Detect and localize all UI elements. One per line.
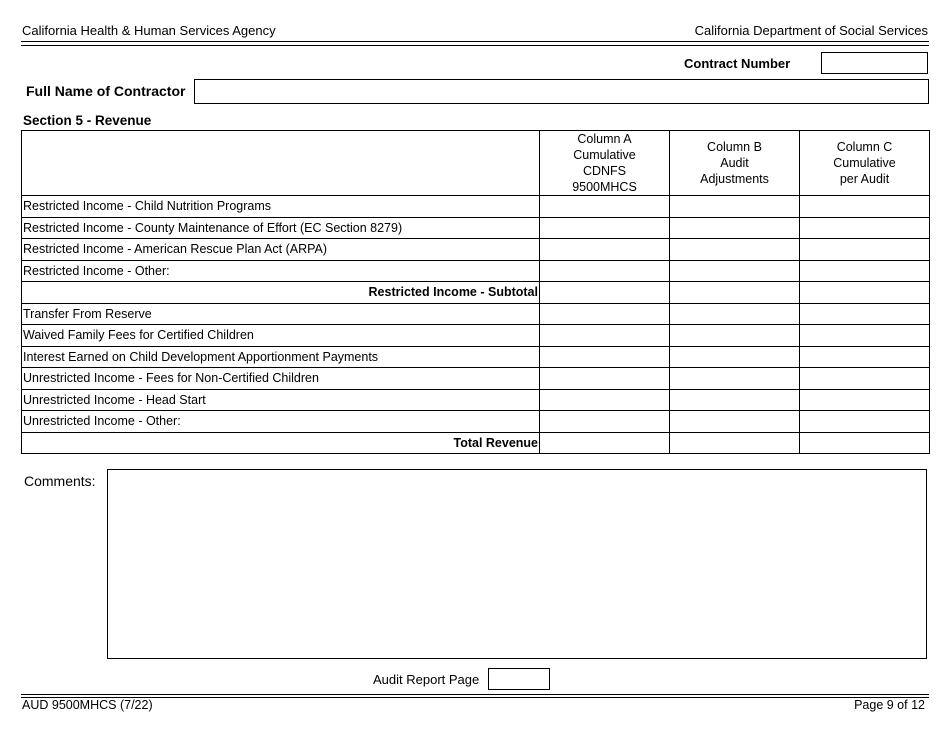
contractor-name-label: Full Name of Contractor bbox=[26, 83, 186, 99]
amount-cell-column-c[interactable] bbox=[800, 411, 930, 433]
amount-cell-column-b[interactable] bbox=[670, 325, 800, 347]
column-b-header bbox=[670, 131, 800, 196]
amount-cell-column-a[interactable] bbox=[540, 389, 670, 411]
amount-cell-column-b[interactable] bbox=[670, 432, 800, 454]
amount-cell-column-a[interactable] bbox=[540, 282, 670, 304]
amount-cell-column-c[interactable] bbox=[800, 217, 930, 239]
table-row bbox=[22, 303, 930, 325]
table-row bbox=[22, 432, 930, 454]
row-label-header bbox=[22, 131, 540, 196]
revenue-table bbox=[21, 130, 930, 454]
table-row bbox=[22, 325, 930, 347]
table-row bbox=[22, 282, 930, 304]
amount-cell-column-b[interactable] bbox=[670, 239, 800, 261]
row-label: Interest Earned on Child Development Apportionment Payments bbox=[22, 346, 540, 368]
footer-rule-bottom bbox=[21, 697, 929, 698]
row-label: Restricted Income - Subtotal bbox=[22, 282, 540, 304]
amount-cell-column-b[interactable] bbox=[670, 282, 800, 304]
amount-cell-column-b[interactable] bbox=[670, 346, 800, 368]
amount-cell-column-b[interactable] bbox=[670, 368, 800, 390]
amount-cell-column-b[interactable] bbox=[670, 389, 800, 411]
table-row bbox=[22, 260, 930, 282]
header-rule-top bbox=[21, 41, 929, 42]
amount-cell-column-a[interactable] bbox=[540, 260, 670, 282]
column-a-header bbox=[540, 131, 670, 196]
column-header-line: Audit bbox=[720, 156, 749, 170]
amount-cell-column-c[interactable] bbox=[800, 303, 930, 325]
column-header-line: Column C bbox=[836, 140, 893, 154]
comments-field[interactable] bbox=[107, 469, 927, 659]
table-row bbox=[22, 411, 930, 433]
table-row bbox=[22, 346, 930, 368]
column-header-line: 9500MHCS bbox=[572, 180, 637, 194]
amount-cell-column-b[interactable] bbox=[670, 260, 800, 282]
amount-cell-column-a[interactable] bbox=[540, 346, 670, 368]
column-header-line: Column A bbox=[577, 132, 632, 146]
amount-cell-column-a[interactable] bbox=[540, 368, 670, 390]
amount-cell-column-c[interactable] bbox=[800, 432, 930, 454]
contract-number-field[interactable] bbox=[821, 52, 928, 74]
revenue-table-header bbox=[22, 131, 930, 196]
row-label: Unrestricted Income - Other: bbox=[22, 411, 540, 433]
audit-report-page-field[interactable] bbox=[488, 668, 550, 690]
table-row bbox=[22, 368, 930, 390]
amount-cell-column-b[interactable] bbox=[670, 411, 800, 433]
column-header-line: Cumulative bbox=[573, 148, 636, 162]
column-header-line: Cumulative bbox=[833, 156, 896, 170]
table-row bbox=[22, 389, 930, 411]
table-row bbox=[22, 217, 930, 239]
amount-cell-column-c[interactable] bbox=[800, 325, 930, 347]
column-header-line: CDNFS bbox=[582, 164, 627, 178]
footer-rule-top bbox=[21, 694, 929, 695]
amount-cell-column-c[interactable] bbox=[800, 260, 930, 282]
form-id: AUD 9500MHCS (7/22) bbox=[22, 698, 153, 712]
agency-name: California Health & Human Services Agency bbox=[22, 23, 276, 38]
row-label: Restricted Income - Child Nutrition Programs bbox=[22, 196, 540, 218]
amount-cell-column-c[interactable] bbox=[800, 346, 930, 368]
row-label: Transfer From Reserve bbox=[22, 303, 540, 325]
contract-number-label: Contract Number bbox=[684, 56, 791, 71]
audit-report-page-label: Audit Report Page bbox=[373, 672, 480, 687]
column-header-line: Adjustments bbox=[700, 172, 769, 186]
row-label: Unrestricted Income - Fees for Non-Certified Children bbox=[22, 368, 540, 390]
column-header-line: Column B bbox=[707, 140, 762, 154]
amount-cell-column-a[interactable] bbox=[540, 411, 670, 433]
table-row bbox=[22, 196, 930, 218]
page-number: Page 9 of 12 bbox=[854, 698, 925, 712]
row-label: Waived Family Fees for Certified Children bbox=[22, 325, 540, 347]
amount-cell-column-c[interactable] bbox=[800, 196, 930, 218]
amount-cell-column-b[interactable] bbox=[670, 217, 800, 239]
amount-cell-column-a[interactable] bbox=[540, 217, 670, 239]
amount-cell-column-c[interactable] bbox=[800, 368, 930, 390]
table-row bbox=[22, 239, 930, 261]
row-label: Restricted Income - County Maintenance of Effort (EC Section 8279) bbox=[22, 217, 540, 239]
row-label: Unrestricted Income - Head Start bbox=[22, 389, 540, 411]
amount-cell-column-a[interactable] bbox=[540, 196, 670, 218]
column-header-line: per Audit bbox=[839, 172, 890, 186]
row-label: Total Revenue bbox=[22, 432, 540, 454]
contractor-name-field[interactable] bbox=[194, 79, 929, 104]
amount-cell-column-a[interactable] bbox=[540, 325, 670, 347]
department-name: California Department of Social Services bbox=[694, 23, 928, 38]
column-c-header bbox=[800, 131, 930, 196]
amount-cell-column-c[interactable] bbox=[800, 239, 930, 261]
amount-cell-column-a[interactable] bbox=[540, 432, 670, 454]
amount-cell-column-b[interactable] bbox=[670, 196, 800, 218]
amount-cell-column-a[interactable] bbox=[540, 303, 670, 325]
row-label: Restricted Income - Other: bbox=[22, 260, 540, 282]
amount-cell-column-b[interactable] bbox=[670, 303, 800, 325]
amount-cell-column-c[interactable] bbox=[800, 389, 930, 411]
header-rule-bottom bbox=[21, 45, 929, 46]
amount-cell-column-c[interactable] bbox=[800, 282, 930, 304]
row-label: Restricted Income - American Rescue Plan Act (ARPA) bbox=[22, 239, 540, 261]
amount-cell-column-a[interactable] bbox=[540, 239, 670, 261]
comments-label: Comments: bbox=[24, 473, 96, 489]
section-title: Section 5 - Revenue bbox=[23, 113, 152, 128]
